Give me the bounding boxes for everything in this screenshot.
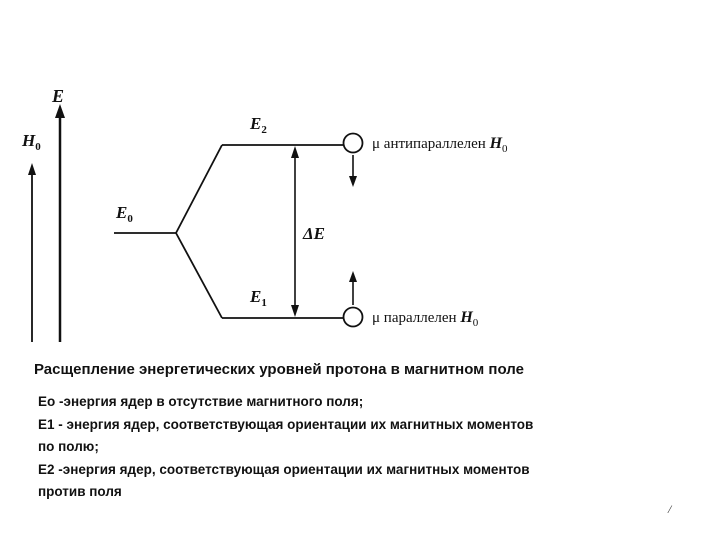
slide-mark: / — [668, 502, 672, 516]
proton-antiparallel-circle — [344, 134, 363, 153]
legend — [38, 391, 718, 504]
split-line-lower — [176, 233, 222, 318]
moment-down-arrowhead — [349, 176, 357, 187]
diagram-caption: Расщепление энергетических уровней протона в магнитном поле — [34, 361, 524, 378]
proton-parallel-circle — [344, 308, 363, 327]
legend-line-e2: E2 -энергия ядер, соответствующая ориентации их магнитных моментов — [38, 461, 530, 477]
delta-e-label: ΔE — [303, 224, 325, 243]
field-axis-label: $H_0$ — [22, 131, 41, 153]
legend-line-e2-cont: против поля — [38, 484, 122, 499]
legend-line-e1: E1 - энергия ядер, соответствующая ориентации их магнитных моментов — [38, 416, 534, 432]
e1-label: $E_1$ — [250, 287, 267, 309]
delta-e-arrowhead-bottom — [291, 305, 299, 317]
energy-axis-arrowhead — [55, 104, 65, 118]
parallel-label: μ параллелен $H_0$ — [372, 309, 479, 329]
e2-label: $E_2$ — [250, 114, 267, 136]
moment-up-arrowhead — [349, 271, 357, 282]
antiparallel-label: μ антипараллелен $H_0$ — [372, 135, 508, 155]
legend-line-e1-cont: по полю; — [38, 439, 99, 454]
e0-label: $E_0$ — [116, 203, 133, 225]
delta-e-arrowhead-top — [291, 146, 299, 158]
field-axis-arrowhead — [28, 163, 36, 175]
split-line-upper — [176, 145, 222, 233]
legend-line-e0: Eo -энергия ядер в отсутствие магнитного поля; — [38, 394, 364, 409]
energy-axis-label: E — [52, 86, 65, 106]
